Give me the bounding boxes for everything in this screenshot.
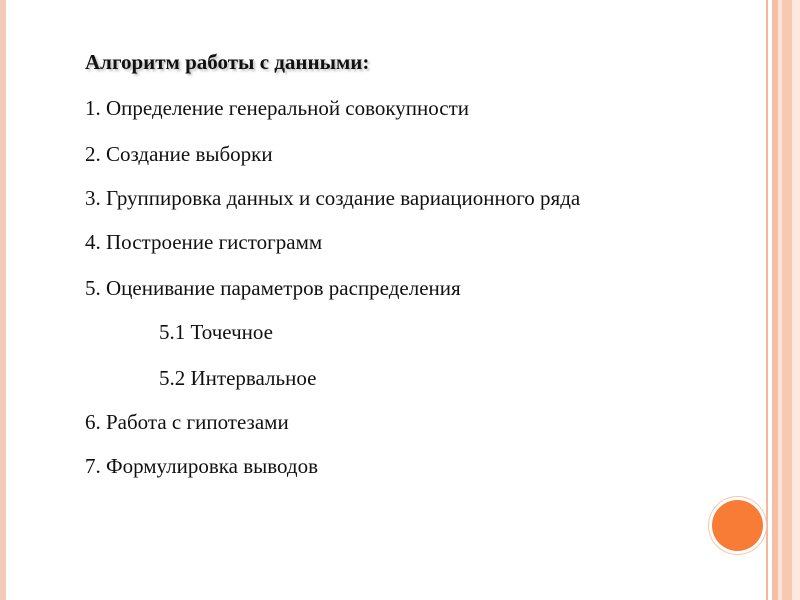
list-item-2: 2. Создание выборки [85, 142, 273, 166]
orange-circle-decoration [712, 500, 763, 551]
right-border-stripe [782, 0, 792, 600]
list-item-5-1: 5.1 Точечное [159, 320, 273, 344]
list-item-3: 3. Группировка данных и создание вариационного ряда [85, 186, 581, 210]
list-item-7: 7. Формулировка выводов [85, 454, 319, 478]
slide-title: Алгоритм работы с данными: [85, 50, 370, 74]
right-border-stripe [792, 0, 800, 600]
list-item-6: 6. Работа с гипотезами [85, 410, 289, 434]
left-border-decoration [0, 0, 6, 600]
list-item-5-2: 5.2 Интервальное [159, 366, 317, 390]
list-item-1: 1. Определение генеральной совокупности [85, 96, 470, 120]
list-item-4: 4. Построение гистограмм [85, 230, 323, 254]
list-item-5: 5. Оценивание параметров распределения [85, 276, 461, 300]
